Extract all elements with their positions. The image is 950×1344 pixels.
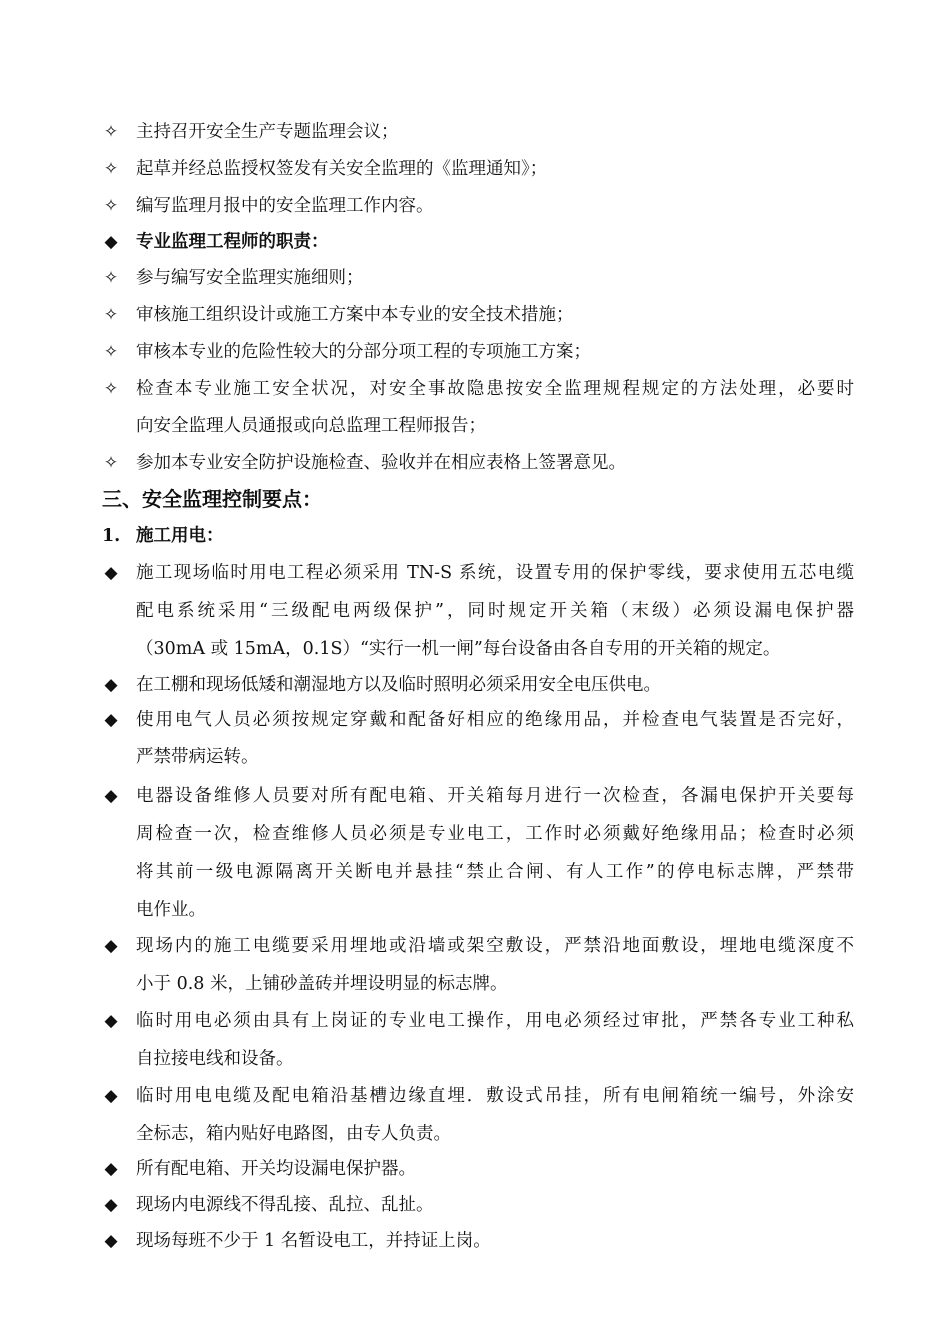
list-item: 主持召开安全生产专题监理会议； (136, 122, 399, 142)
hollow-bullet-icon: ✧ (103, 305, 119, 325)
hollow-bullet-icon: ✧ (103, 196, 119, 216)
list-item: 参与编写安全监理实施细则； (136, 268, 364, 288)
hollow-bullet-icon: ✧ (103, 159, 119, 179)
solid-bullet-icon: ◆ (104, 936, 118, 956)
solid-bullet-icon: ◆ (104, 1159, 118, 1179)
hollow-bullet-icon: ✧ (103, 342, 119, 362)
list-item: 施工现场临时用电工程必须采用 TN-S 系统，设置专用的保护零线，要求使用五芯电缆 (136, 563, 854, 583)
list-item: 审核本专业的危险性较大的分部分项工程的专项施工方案； (136, 342, 591, 362)
list-item-continuation: 严禁带病运转。 (136, 747, 259, 767)
list-item-continuation: 配电系统采用“三级配电两级保护”，同时规定开关箱（末级）必须设漏电保护器 (136, 601, 854, 621)
solid-bullet-icon: ◆ (104, 675, 118, 695)
list-item: 编写监理月报中的安全监理工作内容。 (136, 196, 434, 216)
solid-bullet-icon: ◆ (104, 710, 118, 730)
list-item: 临时用电必须由具有上岗证的专业电工操作，用电必须经过审批，严禁各专业工种私 (136, 1011, 854, 1031)
list-item: 起草并经总监授权签发有关安全监理的《监理通知》； (136, 159, 548, 179)
list-item-continuation: 自拉接电线和设备。 (136, 1049, 294, 1069)
list-item-continuation: 小于 0.8 米，上铺砂盖砖并埋设明显的标志牌。 (136, 974, 508, 994)
specialist-heading: 专业监理工程师的职责： (136, 232, 329, 252)
list-item-continuation: （30mA 或 15mA，0.1S）“实行一机一闸”每台设备由各自专用的开关箱的规定。 (136, 639, 781, 659)
list-item-continuation: 周检查一次，检查维修人员必须是专业电工，工作时必须戴好绝缘用品；检查时必须 (136, 824, 854, 844)
subsection-number: 1. (102, 526, 121, 546)
hollow-bullet-icon: ✧ (103, 379, 119, 399)
list-item-continuation: 将其前一级电源隔离开关断电并悬挂“禁止合闸、有人工作”的停电标志牌，严禁带 (136, 862, 854, 882)
list-item: 在工棚和现场低矮和潮湿地方以及临时照明必须采用安全电压供电。 (136, 675, 661, 695)
list-item: 现场内电源线不得乱接、乱拉、乱扯。 (136, 1195, 434, 1215)
list-item: 审核施工组织设计或施工方案中本专业的安全技术措施； (136, 305, 574, 325)
solid-bullet-icon: ◆ (104, 1011, 118, 1031)
hollow-bullet-icon: ✧ (103, 122, 119, 142)
solid-bullet-icon: ◆ (104, 786, 118, 806)
list-item: 检查本专业施工安全状况，对安全事故隐患按安全监理规程规定的方法处理，必要时 (136, 379, 854, 399)
solid-bullet-icon: ◆ (104, 1231, 118, 1251)
list-item: 现场每班不少于 1 名暂设电工，并持证上岗。 (136, 1231, 491, 1251)
list-item: 参加本专业安全防护设施检查、验收并在相应表格上签署意见。 (136, 453, 626, 473)
subsection-title: 施工用电： (136, 526, 224, 546)
list-item-continuation: 全标志，箱内贴好电路图，由专人负责。 (136, 1124, 451, 1144)
list-item: 所有配电箱、开关均设漏电保护器。 (136, 1159, 416, 1179)
hollow-bullet-icon: ✧ (103, 268, 119, 288)
list-item: 现场内的施工电缆要采用埋地或沿墙或架空敷设，严禁沿地面敷设，埋地电缆深度不 (136, 936, 854, 956)
solid-bullet-icon: ◆ (104, 1195, 118, 1215)
list-item: 临时用电电缆及配电箱沿基槽边缘直埋．敷设式吊挂，所有电闸箱统一编号，外涂安 (136, 1086, 854, 1106)
section-title: 三、安全监理控制要点： (102, 487, 322, 511)
list-item-continuation: 电作业。 (136, 900, 206, 920)
solid-bullet-icon: ◆ (104, 563, 118, 583)
solid-bullet-icon: ◆ (104, 232, 118, 252)
hollow-bullet-icon: ✧ (103, 453, 119, 473)
list-item: 电器设备维修人员要对所有配电箱、开关箱每月进行一次检查，各漏电保护开关要每 (136, 786, 854, 806)
list-item-continuation: 向安全监理人员通报或向总监理工程师报告； (136, 416, 486, 436)
list-item: 使用电气人员必须按规定穿戴和配备好相应的绝缘用品，并检查电气装置是否完好， (136, 710, 854, 730)
solid-bullet-icon: ◆ (104, 1086, 118, 1106)
